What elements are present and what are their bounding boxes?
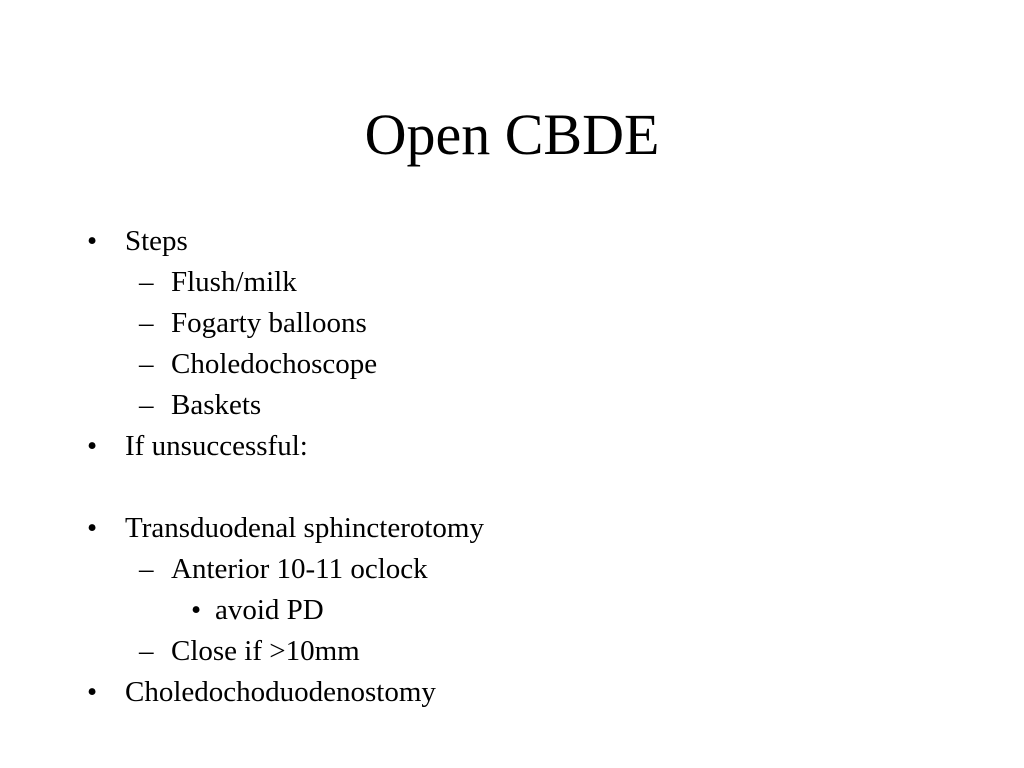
list-item-text: Choledochoduodenostomy xyxy=(125,676,436,708)
list-item-text: Flush/milk xyxy=(171,266,297,298)
list-item-text: Baskets xyxy=(171,389,262,421)
list-item-text: Choledochoscope xyxy=(171,348,378,380)
slide-title: Open CBDE xyxy=(364,102,660,167)
list-item-text: Fogarty balloons xyxy=(171,307,367,339)
dash-icon: – xyxy=(139,553,154,585)
bullet-icon: • xyxy=(191,594,202,626)
bullet-icon: • xyxy=(87,676,98,708)
bullet-icon: • xyxy=(87,512,98,544)
list-item xyxy=(0,631,1024,672)
dash-icon: – xyxy=(139,635,154,667)
list-item xyxy=(0,508,1024,549)
list-item-text: avoid PD xyxy=(215,594,324,626)
list-item xyxy=(0,672,1024,713)
dash-icon: – xyxy=(139,307,154,339)
dash-icon: – xyxy=(139,348,154,380)
list-item-text: Anterior 10-11 oclock xyxy=(171,553,428,585)
list-item-text: Steps xyxy=(125,225,188,257)
list-item-text: Close if >10mm xyxy=(171,635,360,667)
list-item xyxy=(0,549,1024,590)
dash-icon: – xyxy=(139,389,154,421)
list-item-text: If unsuccessful: xyxy=(125,430,308,462)
list-item xyxy=(0,303,1024,344)
list-item xyxy=(0,221,1024,262)
list-item-text: Transduodenal sphincterotomy xyxy=(125,512,484,544)
blank-line xyxy=(0,467,1024,508)
list-item xyxy=(0,426,1024,467)
dash-icon: – xyxy=(139,266,154,298)
bullet-list xyxy=(0,221,1024,713)
bullet-icon: • xyxy=(87,430,98,462)
list-item xyxy=(0,385,1024,426)
bullet-icon: • xyxy=(87,225,98,257)
list-item xyxy=(0,344,1024,385)
list-item xyxy=(0,262,1024,303)
list-item xyxy=(0,590,1024,631)
